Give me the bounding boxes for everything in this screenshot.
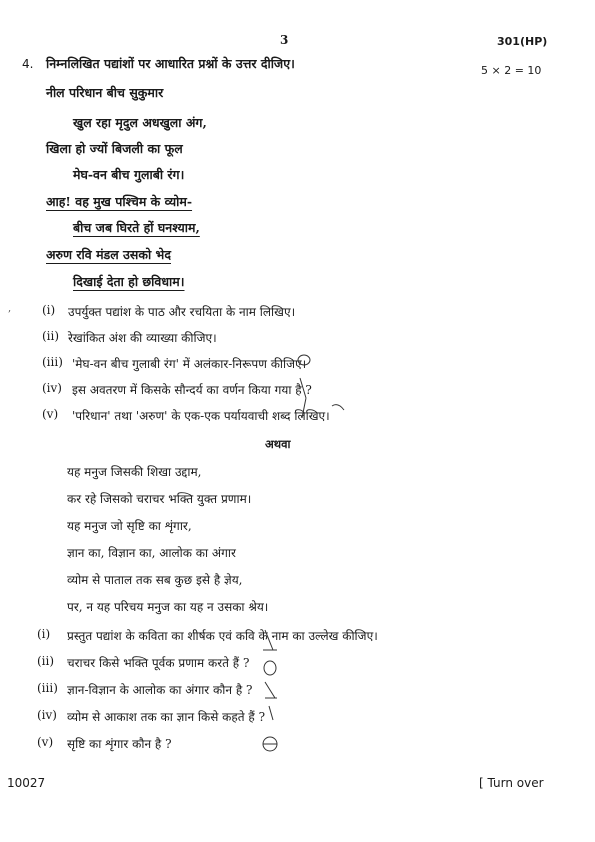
question-number: 4. xyxy=(22,57,34,71)
margin-mark: , xyxy=(8,303,12,314)
poem2-line: पर, न यह परिचय मनुज का यह न उसका श्रेय। xyxy=(67,600,269,614)
pen-annotation-number xyxy=(255,620,295,760)
paper-code: 301(HP) xyxy=(497,35,548,48)
turn-over-label: [ Turn over xyxy=(479,776,544,790)
question-instruction: निम्नलिखित पद्यांशों पर आधारित प्रश्नों के उत्तर दीजिए। xyxy=(46,56,295,71)
sub-question-number: (iii) xyxy=(37,681,58,695)
poem1-line: नील परिधान बीच सुकुमार xyxy=(46,85,164,100)
poem1-line-underlined: दिखाई देता हो छविधाम। xyxy=(73,274,185,289)
poem1-line: मेघ-वन बीच गुलाबी रंग। xyxy=(73,167,185,182)
sub-question-text: इस अवतरण में किसके सौन्दर्य का वर्णन किया गया है ? xyxy=(72,383,312,397)
sub-question-text: ज्ञान-विज्ञान के आलोक का अंगार कौन है ? xyxy=(67,683,253,697)
sub-question-number: (iv) xyxy=(42,381,62,395)
poem1-line-underlined: अरुण रवि मंडल उसको भेद xyxy=(46,247,171,262)
footer-code: 10027 xyxy=(7,776,46,790)
poem2-line: ज्ञान का, विज्ञान का, आलोक का अंगार xyxy=(67,546,236,560)
sub-question xyxy=(42,329,562,347)
sub-question-text: चराचर किसे भक्ति पूर्वक प्रणाम करते हैं ? xyxy=(67,656,250,670)
sub-question-number: (v) xyxy=(42,407,59,421)
page-number: 3 xyxy=(280,33,289,47)
or-label: अथवा xyxy=(265,437,291,451)
sub-question-text: रेखांकित अंश की व्याख्या कीजिए। xyxy=(68,331,217,345)
sub-question-number: (ii) xyxy=(42,329,60,343)
sub-question xyxy=(37,681,557,699)
question-marks: 5 × 2 = 10 xyxy=(481,64,542,77)
sub-question-number: (i) xyxy=(42,303,56,317)
sub-question-number: (iv) xyxy=(37,708,57,722)
poem1-line-underlined: बीच जब घिरते हों घनश्याम, xyxy=(73,220,200,235)
poem1-line: खिला हो ज्यों बिजली का फूल xyxy=(46,141,183,156)
sub-question-number: (iii) xyxy=(42,355,63,369)
poem1-line-underlined: आह! वह मुख पश्चिम के व्योम- xyxy=(46,194,193,209)
pen-annotation-mark xyxy=(292,348,372,438)
poem2-line: कर रहे जिसको चराचर भक्ति युक्त प्रणाम। xyxy=(67,492,252,506)
poem2-line: यह मनुज जिसकी शिखा उद्दाम, xyxy=(67,465,202,479)
poem2-line: व्योम से पाताल तक सब कुछ इसे है ज्ञेय, xyxy=(67,573,243,587)
sub-question-text: उपर्युक्त पद्यांश के पाठ और रचयिता के नाम लिखिए। xyxy=(68,305,296,319)
sub-question xyxy=(37,627,577,645)
sub-question-text: व्योम से आकाश तक का ज्ञान किसे कहते हैं ? xyxy=(67,710,266,724)
poem2-line: यह मनुज जो सृष्टि का शृंगार, xyxy=(67,519,192,533)
sub-question xyxy=(37,708,557,726)
sub-question-number: (ii) xyxy=(37,654,55,668)
sub-question-text: 'मेघ-वन बीच गुलाबी रंग' में अलंकार-निरूपण कीजिए। xyxy=(72,357,307,371)
sub-question xyxy=(37,654,557,672)
sub-question-number: (v) xyxy=(37,735,54,749)
sub-question-number: (i) xyxy=(37,627,51,641)
sub-question-text: प्रस्तुत पद्यांश के कविता का शीर्षक एवं कवि के नाम का उल्लेख कीजिए। xyxy=(67,629,378,643)
sub-question xyxy=(37,735,557,753)
poem1-line: खुल रहा मृदुल अधखुला अंग, xyxy=(73,115,207,130)
sub-question-text: सृष्टि का शृंगार कौन है ? xyxy=(67,737,172,751)
sub-question-text: 'परिधान' तथा 'अरुण' के एक-एक पर्यायवाची शब्द लिखिए। xyxy=(72,409,330,423)
sub-question xyxy=(42,303,562,321)
